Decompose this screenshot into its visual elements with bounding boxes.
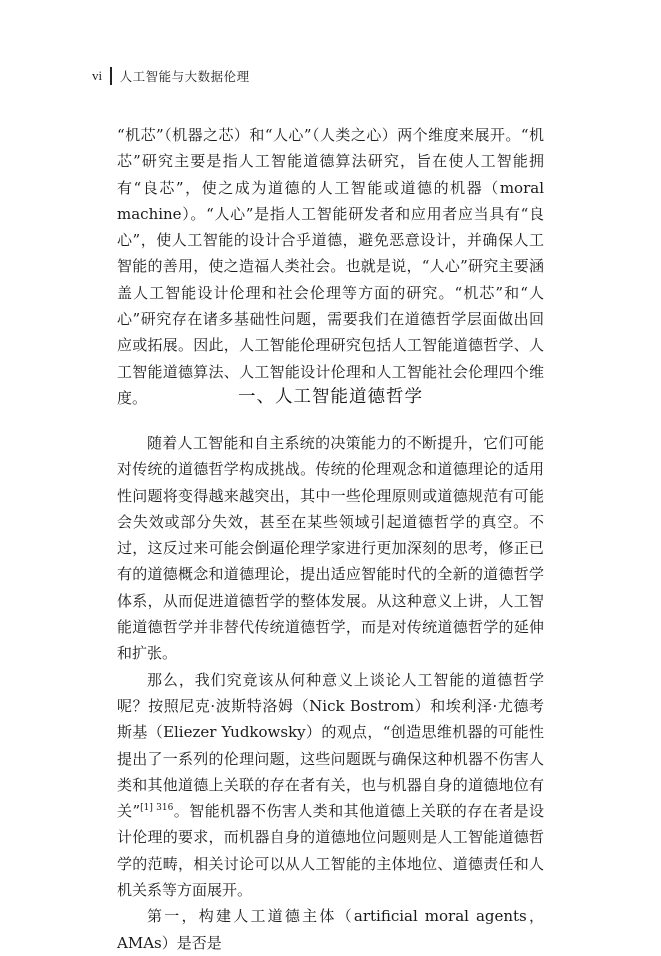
citation-marker: [1] 316: [140, 803, 174, 814]
section-heading: 一、人工智能道德哲学: [238, 387, 423, 407]
running-header: [92, 66, 250, 86]
body-paragraph-1: 随着人工智能和自主系统的决策能力的不断提升，它们可能对传统的道德哲学构成挑战。传统的伦理观念和道德理论的适用性问题将变得越来越突出，其中一些伦理原则或道德规范有可能会失效或部分失效，甚至在某些领域引起道德哲学的真空。不过，这反过来可能会倒逼伦理学家进行更加深刻的思考，修正已有的道德概念和道德理论，提出适应智能时代的全新的道德哲学体系，从而促进道德哲学的整体发展。从这种意义上讲，人工智能道德哲学并非替代传统道德哲学，而是对传统道德哲学的延伸和扩张。: [117, 434, 544, 663]
paragraph-2-continuation: 。智能机器不伤害人类和其他道德上关联的存在者是设计伦理的要求，而机器自身的道德地位问题则是人工智能道德哲学的范畴，相关讨论可以从人工智能的主体地位、道德责任和人机关系等方面展开。: [117, 802, 544, 900]
paragraph-2-text: 那么，我们究竟该从何种意义上谈论人工智能的道德哲学呢？按照尼克·波斯特洛姆（Nick Bostrom）和埃利泽·尤德考斯基（Eliezer Yudkowsky）的观点，“创造思维机器的可能性提出了一系列的伦理问题，这些问题既与确保这种机器不伤害人类和其他道德上关联的存在者有关，也与机器自身的道德地位有关”: [117, 670, 544, 821]
page-number: vi: [92, 68, 103, 83]
body-paragraph-2: [117, 667, 544, 904]
section-body: [117, 430, 544, 956]
body-paragraph-3: 第一，构建人工道德主体（artificial moral agents，AMAs）是否是: [117, 907, 544, 952]
book-title: 人工智能与大数据伦理: [119, 69, 250, 84]
intro-paragraph: “机芯”（机器之芯）和“人心”（人类之心）两个维度来展开。“机芯”研究主要是指人工智能道德算法研究，旨在使人工智能拥有“良芯”，使之成为道德的人工智能或道德的机器（moral machine）。“人心”是指人工智能研发者和应用者应当具有“良心”，使人工智能的设计合乎道德，避免恶意设计，并确保人工智能的善用，使之造福人类社会。也就是说，“人心”研究主要涵盖人工智能设计伦理和社会伦理等方面的研究。“机芯”和“人心”研究存在诸多基础性问题，需要我们在道德哲学层面做出回应或拓展。因此，人工智能伦理研究包括人工智能道德哲学、人工智能道德算法、人工智能设计伦理和人工智能社会伦理四个维度。: [117, 126, 544, 407]
intro-text-block: [117, 122, 544, 411]
header-divider: [110, 67, 112, 85]
